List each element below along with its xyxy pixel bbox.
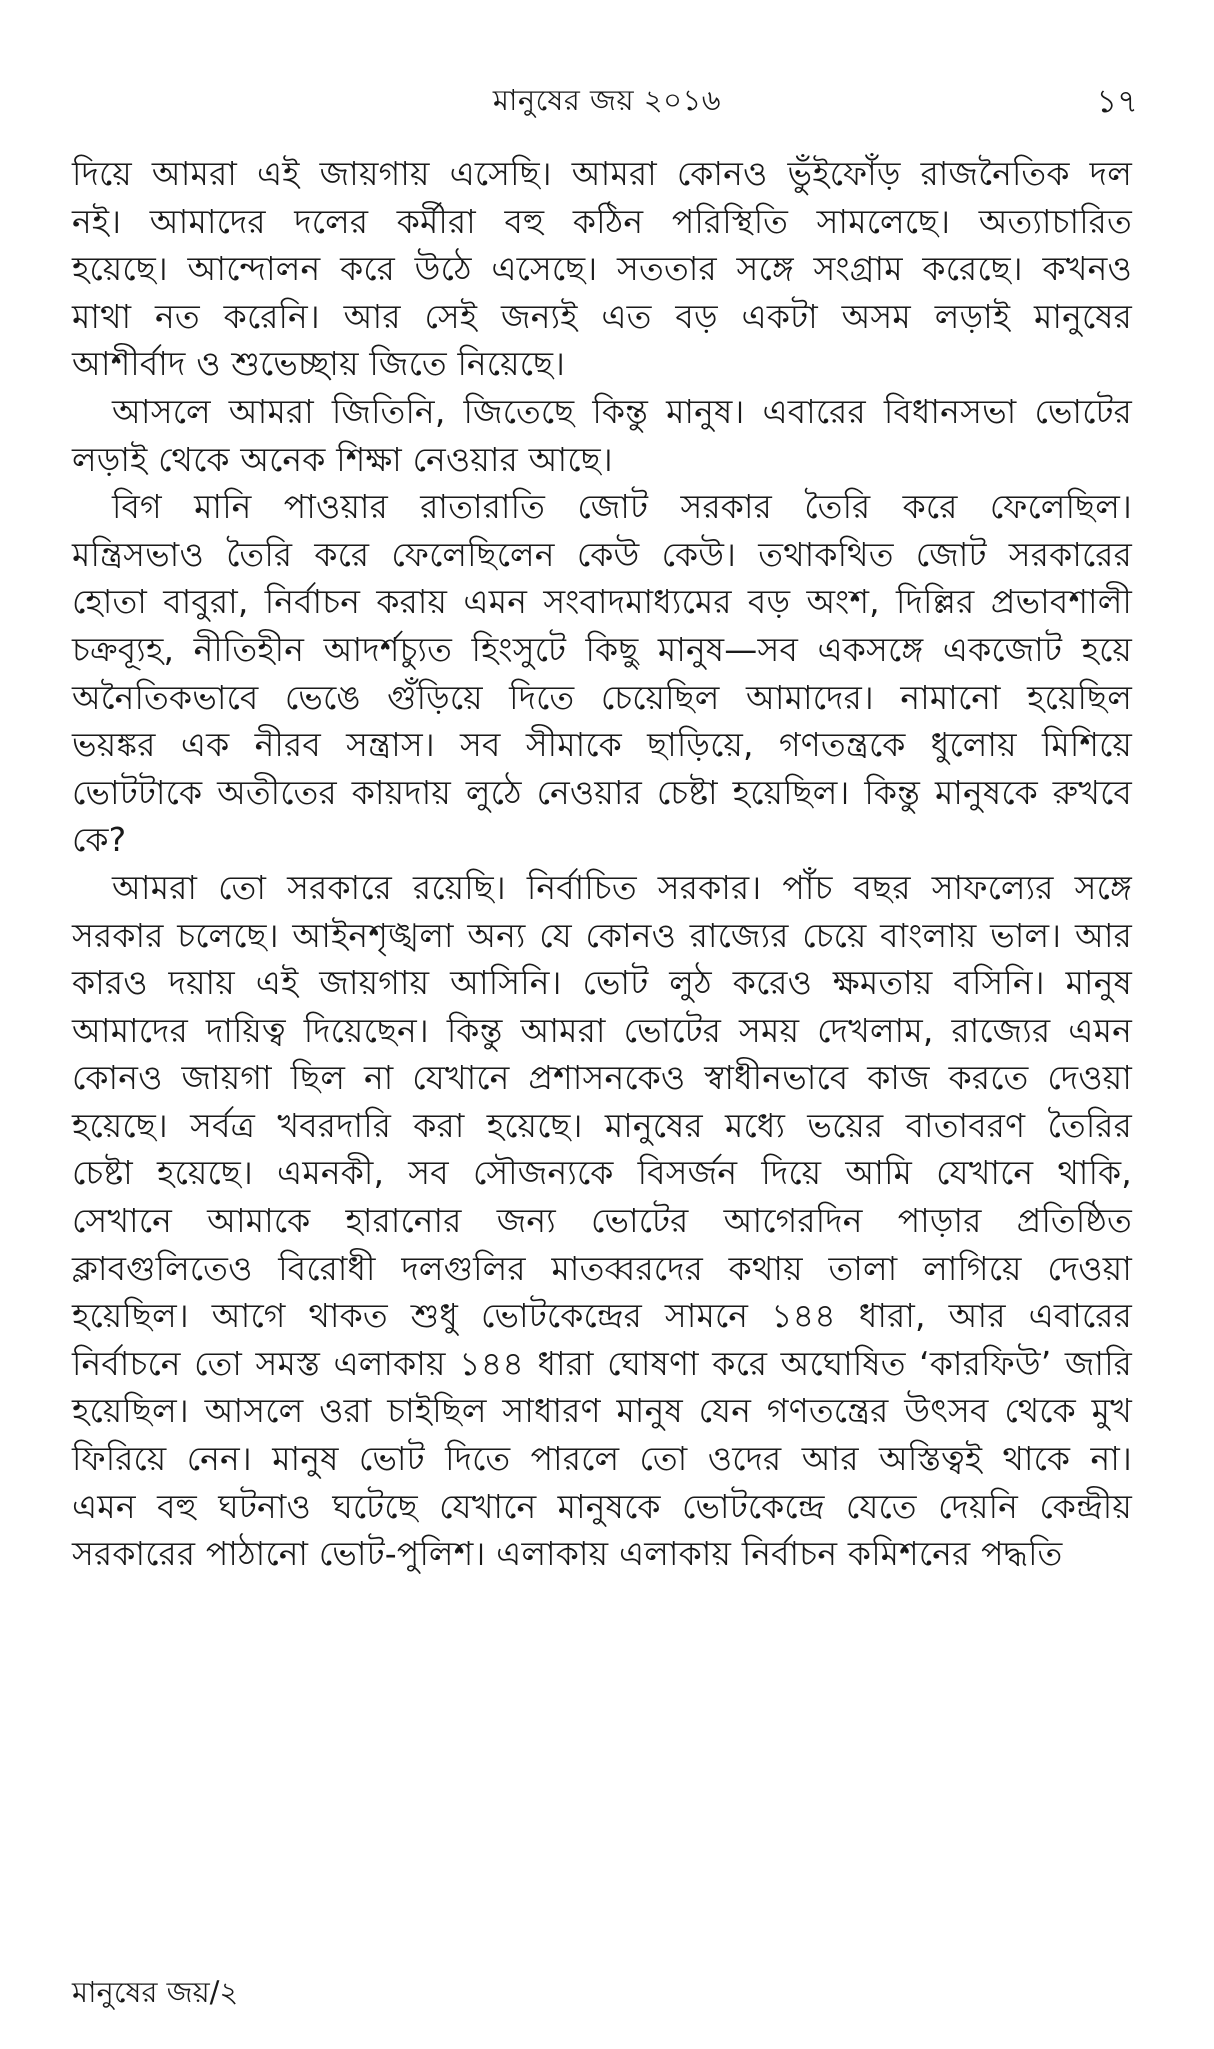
text-line: নির্বাচনে তো সমস্ত এলাকায় ১৪৪ ধারা ঘোষণা করে অঘোষিত ‘কারফিউ’ জারি (72, 1343, 1132, 1383)
text-line: চেষ্টা হয়েছে। এমনকী, সব সৌজন্যকে বিসর্জন দিয়ে আমি যেখানে থাকি, (72, 1153, 1132, 1193)
text-line: ফিরিয়ে নেন। মানুষ ভোট দিতে পারলে তো ওদের আর অস্তিত্বই থাকে না। (72, 1439, 1132, 1479)
text-line: হয়েছিল। আসলে ওরা চাইছিল সাধারণ মানুষ যেন গণতন্ত্রের উৎসব থেকে মুখ (72, 1391, 1132, 1431)
text-line: সেখানে আমাকে হারানোর জন্য ভোটের আগেরদিন পাড়ার প্রতিষ্ঠিত (72, 1201, 1132, 1241)
text-line: হয়েছে। সর্বত্র খবরদারি করা হয়েছে। মানুষের মধ্যে ভয়ের বাতাবরণ তৈরির (72, 1105, 1132, 1145)
paragraph (72, 864, 1132, 1578)
page-number: ১৭ (1096, 82, 1138, 120)
text-line: দিয়ে আমরা এই জায়গায় এসেছি। আমরা কোনও ভুঁইফোঁড় রাজনৈতিক দল (72, 154, 1132, 193)
text-line: কারও দয়ায় এই জায়গায় আসিনি। ভোট লুঠ করেও ক্ষমতায় বসিনি। মানুষ (72, 963, 1132, 1003)
paragraph (72, 388, 1132, 483)
text-line: আশীর্বাদ ও শুভেচ্ছায় জিতে নিয়েছে। (72, 344, 566, 384)
text-line: আসলে আমরা জিতিনি, জিতেছে কিন্তু মানুষ। এবারের বিধানসভা ভোটের (112, 391, 1132, 431)
text-line: অনৈতিকভাবে ভেঙে গুঁড়িয়ে দিতে চেয়েছিল আমাদের। নামানো হয়েছিল (72, 677, 1132, 717)
text-line: হয়েছে। আন্দোলন করে উঠে এসেছে। সততার সঙ্গে সংগ্রাম করেছে। কখনও (72, 249, 1132, 289)
text-line: সরকার চলেছে। আইনশৃঙ্খলা অন্য যে কোনও রাজ্যের চেয়ে বাংলায় ভাল। আর (72, 915, 1132, 955)
text-line: ক্লাবগুলিতেও বিরোধী দলগুলির মাতব্বরদের কথায় তালা লাগিয়ে দেওয়া (72, 1248, 1132, 1288)
text-line: এমন বহু ঘটনাও ঘটেছে যেখানে মানুষকে ভোটকেন্দ্রে যেতে দেয়নি কেন্দ্রীয় (72, 1486, 1132, 1526)
text-line: সরকারের পাঠানো ভোট-পুলিশ। এলাকায় এলাকায় নির্বাচন কমিশনের পদ্ধতি (72, 1534, 1063, 1574)
text-line: চক্রব্যূহ, নীতিহীন আদর্শচ্যুত হিংসুটে কিছু মানুষ—সব একসঙ্গে একজোট হয়ে (72, 629, 1132, 669)
text-line: আমাদের দায়িত্ব দিয়েছেন। কিন্তু আমরা ভোটের সময় দেখলাম, রাজ্যের এমন (72, 1010, 1132, 1050)
text-line: ভয়ঙ্কর এক নীরব সন্ত্রাস। সব সীমাকে ছাড়িয়ে, গণতন্ত্রকে ধুলোয় মিশিয়ে (72, 725, 1132, 765)
text-line: ভোটটাকে অতীতের কায়দায় লুঠে নেওয়ার চেষ্টা হয়েছিল। কিন্তু মানুষকে রুখবে (72, 772, 1132, 812)
paragraph (72, 483, 1132, 864)
text-line: হোতা বাবুরা, নির্বাচন করায় এমন সংবাদমাধ্যমের বড় অংশ, দিল্লির প্রভাবশালী (72, 582, 1132, 622)
text-line: কোনও জায়গা ছিল না যেখানে প্রশাসনকেও স্বাধীনভাবে কাজ করতে দেওয়া (72, 1058, 1132, 1098)
text-line: মন্ত্রিসভাও তৈরি করে ফেলেছিলেন কেউ কেউ। তথাকথিত জোট সরকারের (72, 534, 1132, 574)
text-line: কে? (72, 820, 127, 860)
text-line: বিগ মানি পাওয়ার রাতারাতি জোট সরকার তৈরি করে ফেলেছিল। (112, 487, 1132, 527)
text-line: মাথা নত করেনি। আর সেই জন্যই এত বড় একটা অসম লড়াই মানুষের (72, 296, 1132, 336)
text-line: হয়েছিল। আগে থাকত শুধু ভোটকেন্দ্রের সামনে ১৪৪ ধারা, আর এবারের (72, 1296, 1132, 1336)
running-head: মানুষের জয় ২০১৬ (492, 83, 722, 117)
text-line: আমরা তো সরকারে রয়েছি। নির্বাচিত সরকার। পাঁচ বছর সাফল্যের সঙ্গে (112, 867, 1132, 907)
text-line: লড়াই থেকে অনেক শিক্ষা নেওয়ার আছে। (72, 439, 613, 479)
footer-signature: মানুষের জয়/২ (72, 1975, 239, 2009)
body-text (72, 150, 1132, 1578)
paragraph (72, 150, 1132, 388)
text-line: নই। আমাদের দলের কর্মীরা বহু কঠিন পরিস্থিতি সামলেছে। অত্যাচারিত (72, 201, 1132, 241)
